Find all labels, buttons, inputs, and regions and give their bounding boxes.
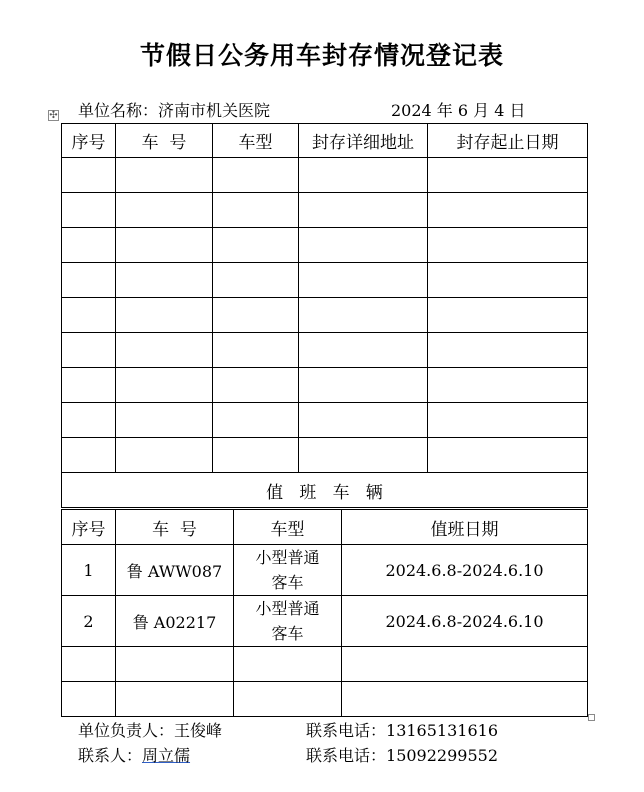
phone-label: 联系电话：: [306, 746, 387, 765]
duty-type-line: 客车: [271, 624, 304, 643]
table-cell[interactable]: [62, 298, 116, 333]
unit-name: 单位名称：济南市机关医院: [78, 101, 271, 120]
duty-header-serial: 序号: [62, 510, 116, 545]
storage-table: [61, 123, 588, 508]
table-cell[interactable]: [299, 298, 428, 333]
duty-type-cell[interactable]: [234, 682, 342, 717]
table-cell[interactable]: [428, 403, 588, 438]
table-cell[interactable]: [299, 438, 428, 473]
table-cell[interactable]: [116, 298, 213, 333]
table-cell[interactable]: [428, 193, 588, 228]
duty-header-row: [62, 510, 588, 545]
duty-vehicle-table: [61, 509, 588, 717]
contact-name: 周立儒: [142, 746, 191, 765]
footer-contact: [78, 743, 190, 766]
table-cell[interactable]: [213, 298, 299, 333]
table-cell[interactable]: [62, 158, 116, 193]
duty-plate-cell[interactable]: [116, 647, 234, 682]
table-row: [62, 263, 588, 298]
duty-serial-cell[interactable]: 1: [62, 545, 116, 596]
table-cell[interactable]: [213, 158, 299, 193]
table-cell[interactable]: [213, 438, 299, 473]
table-cell[interactable]: [299, 228, 428, 263]
duty-plate-cell[interactable]: [116, 682, 234, 717]
duty-type-cell[interactable]: [234, 596, 342, 647]
table-cell[interactable]: [299, 403, 428, 438]
table-cell[interactable]: [428, 333, 588, 368]
table-row: [62, 545, 588, 596]
duty-plate-cell[interactable]: 鲁 A02217: [116, 596, 234, 647]
footer-phone-2: [306, 743, 498, 766]
duty-serial-cell[interactable]: 2: [62, 596, 116, 647]
table-cell[interactable]: [299, 333, 428, 368]
header-plate: 车 号: [116, 124, 213, 158]
table-cell[interactable]: [62, 368, 116, 403]
table-cell[interactable]: [428, 158, 588, 193]
table-cell[interactable]: [116, 333, 213, 368]
duty-serial-cell[interactable]: [62, 647, 116, 682]
duty-type-line: 客车: [271, 573, 304, 592]
leader-label: 单位负责人：: [78, 721, 175, 740]
table-cell[interactable]: [62, 333, 116, 368]
table-row: [62, 228, 588, 263]
phone-label: 联系电话：: [306, 721, 387, 740]
table-cell[interactable]: [299, 193, 428, 228]
table-cell[interactable]: [213, 228, 299, 263]
table-cell[interactable]: [116, 368, 213, 403]
header-storage-address: 封存详细地址: [299, 124, 428, 158]
duty-type-line: 小型普通: [255, 548, 320, 567]
table-cell[interactable]: [116, 228, 213, 263]
table-cell[interactable]: [62, 438, 116, 473]
table-cell[interactable]: [213, 263, 299, 298]
table-cell[interactable]: [213, 368, 299, 403]
duty-type-cell[interactable]: [234, 545, 342, 596]
table-row: [62, 368, 588, 403]
duty-header-vehicle-type: 车型: [234, 510, 342, 545]
storage-header-row: [62, 124, 588, 158]
leader-name: 王俊峰: [174, 721, 223, 740]
footer-phone-1: [306, 718, 498, 741]
table-row: [62, 158, 588, 193]
header-storage-period: 封存起止日期: [428, 124, 588, 158]
table-resize-handle-icon[interactable]: [588, 714, 595, 721]
table-cell[interactable]: [428, 263, 588, 298]
table-row: [62, 438, 588, 473]
table-row: [62, 333, 588, 368]
duty-date-cell[interactable]: [342, 682, 588, 717]
page-title: 节假日公务用车封存情况登记表: [139, 41, 504, 70]
table-row: [62, 193, 588, 228]
table-cell[interactable]: [116, 193, 213, 228]
table-cell[interactable]: [428, 368, 588, 403]
table-cell[interactable]: [62, 228, 116, 263]
report-date: 2024 年 6 月 4 日: [391, 101, 526, 120]
phone-number: 15092299552: [386, 746, 498, 765]
table-cell[interactable]: [213, 333, 299, 368]
duty-section-row: [62, 473, 588, 508]
table-move-handle-icon[interactable]: ✣: [49, 110, 58, 121]
footer-leader: [78, 718, 222, 741]
table-cell[interactable]: [213, 403, 299, 438]
table-cell[interactable]: [62, 193, 116, 228]
table-row: [62, 403, 588, 438]
phone-number: 13165131616: [386, 721, 498, 740]
table-row: [62, 647, 588, 682]
header-serial: 序号: [62, 124, 116, 158]
duty-date-cell[interactable]: 2024.6.8-2024.6.10: [342, 596, 588, 647]
table-cell[interactable]: [116, 438, 213, 473]
table-cell[interactable]: [116, 403, 213, 438]
table-cell[interactable]: [213, 193, 299, 228]
duty-type-cell[interactable]: [234, 647, 342, 682]
table-cell[interactable]: [428, 298, 588, 333]
table-cell[interactable]: [428, 228, 588, 263]
table-cell[interactable]: [62, 403, 116, 438]
contact-label: 联系人：: [78, 746, 143, 765]
duty-serial-cell[interactable]: [62, 682, 116, 717]
table-cell[interactable]: [62, 263, 116, 298]
table-cell[interactable]: [116, 158, 213, 193]
table-cell[interactable]: [299, 368, 428, 403]
duty-date-cell[interactable]: 2024.6.8-2024.6.10: [342, 545, 588, 596]
duty-header-plate: 车 号: [116, 510, 234, 545]
table-cell[interactable]: [299, 263, 428, 298]
header-vehicle-type: 车型: [213, 124, 299, 158]
table-cell[interactable]: [299, 158, 428, 193]
duty-header-duty-date: 值班日期: [342, 510, 588, 545]
duty-type-line: 小型普通: [255, 599, 320, 618]
duty-section-title: 值 班 车 辆: [62, 473, 588, 508]
duty-plate-cell[interactable]: 鲁 AWW087: [116, 545, 234, 596]
table-row: [62, 596, 588, 647]
table-cell[interactable]: [428, 438, 588, 473]
table-row: [62, 298, 588, 333]
table-cell[interactable]: [116, 263, 213, 298]
table-row: [62, 682, 588, 717]
duty-date-cell[interactable]: [342, 647, 588, 682]
